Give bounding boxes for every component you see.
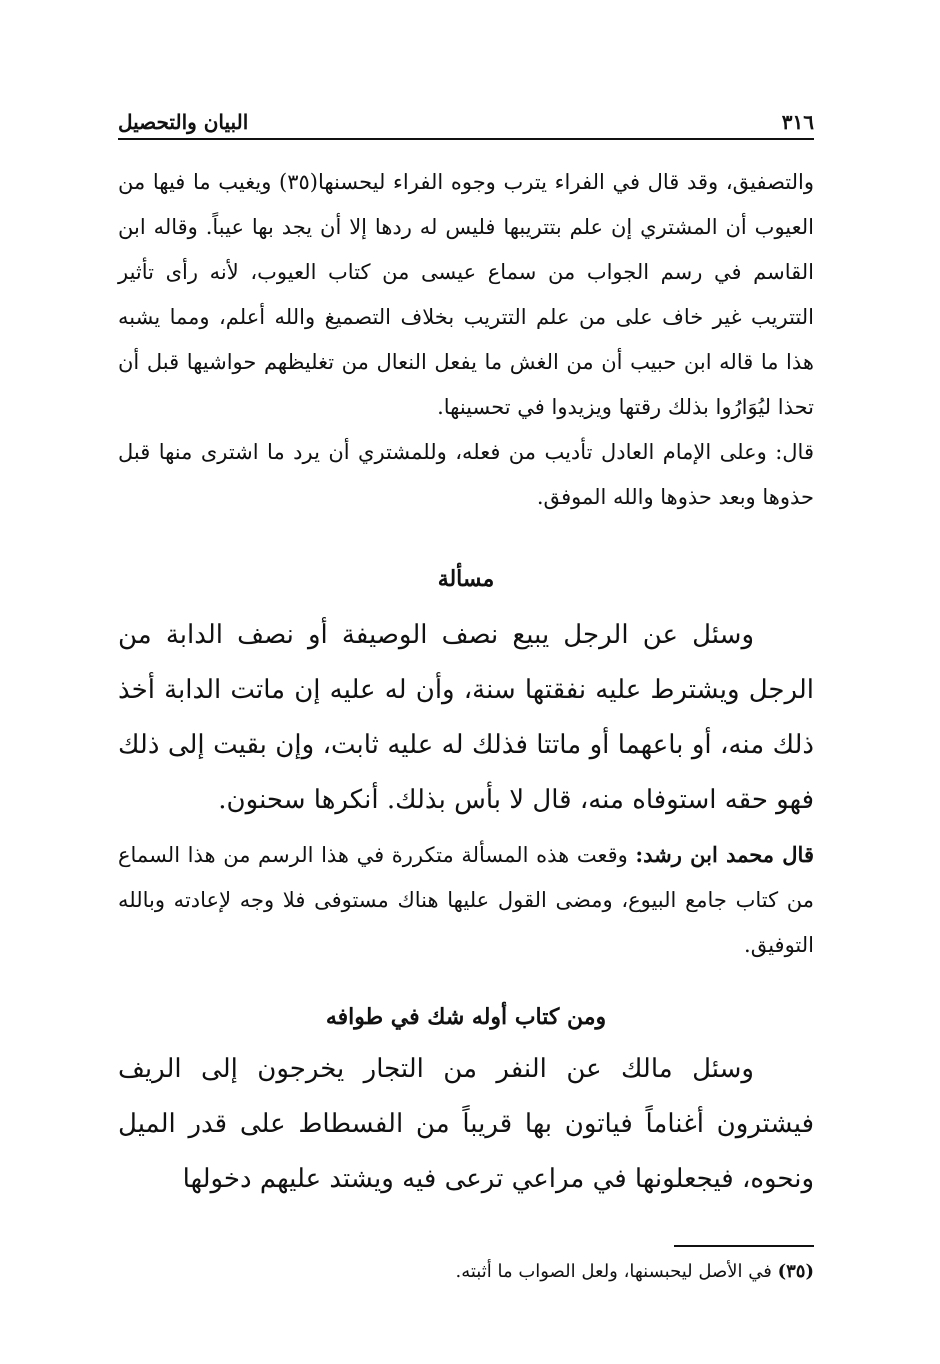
book-page [118,96,814,1296]
question-paragraph: وسئل مالك عن النفر من التجار يخرجون إلى الريف فيشترون أغناماً فياتون بها قريباً من الفسطاط على قدر الميل ونحوه، فيجعلونها في مراعي ترعى فيه ويشتد عليهم دخولها [118,1054,814,1194]
section-heading: مسألة [437,566,495,592]
footnote-text: في الأصل ليحبسنها، ولعل الصواب ما أثبته. [455,1261,778,1282]
commentary-lead: قال محمد ابن رشد: [635,842,814,867]
question-paragraph: وسئل عن الرجل يبيع نصف الوصيفة أو نصف الدابة من الرجل ويشترط عليه نفقتها سنة، وأن له عليه إن ماتت الدابة أخذ ذلك منه، أو باعهما أو ماتتا فذلك له عليه ثابت، وإن بقيت إلى ذلك فهو حقه استوفاه منه، قال لا بأس بذلك. أنكرها سحنون. [118,620,814,815]
footnote-number: (٣٥) [777,1261,814,1282]
page-header [118,96,814,134]
body-paragraph: قال: وعلى الإمام العادل تأديب من فعله، وللمشتري أن يرد ما اشترى منها قبل حذوها وبعد حذوها والله الموفق. [118,440,814,509]
commentary-text: وقعت هذه المسألة متكررة في هذا الرسم من هذا السماع من كتاب جامع البيوع، ومضى القول عليها هناك مستوفى فلا وجه لإعادته وبالله التوفيق. [118,843,814,957]
running-title: البيان والتحصيل [118,110,249,134]
footnote [118,1257,814,1287]
page-number: ٣١٦ [781,110,814,134]
body-paragraph: والتصفيق، وقد قال في الفراء يترب وجوه الفراء ليحسنها(٣٥) ويغيب ما فيها من العيوب أن المشتري إن علم بتتريبها فليس له ردها إلا أن يجد بها عيباً. وقاله ابن القاسم في رسم الجواب من سماع عيسى من كتاب العيوب، لأنه رأى تأثير التتريب غير خاف على من علم التتريب بخلاف التصميغ والله أعلم، ومما يشبه هذا ما قاله ابن حبيب أن من الغش ما يفعل النعال من تغليظهم حواشيها قبل أن تحذا ليُوَارُوا بذلك رقتها ويزيدوا في تحسينها. [118,170,814,419]
section-heading: ومن كتاب أوله شك في طوافه [325,1004,607,1030]
commentary-paragraph [118,832,814,968]
